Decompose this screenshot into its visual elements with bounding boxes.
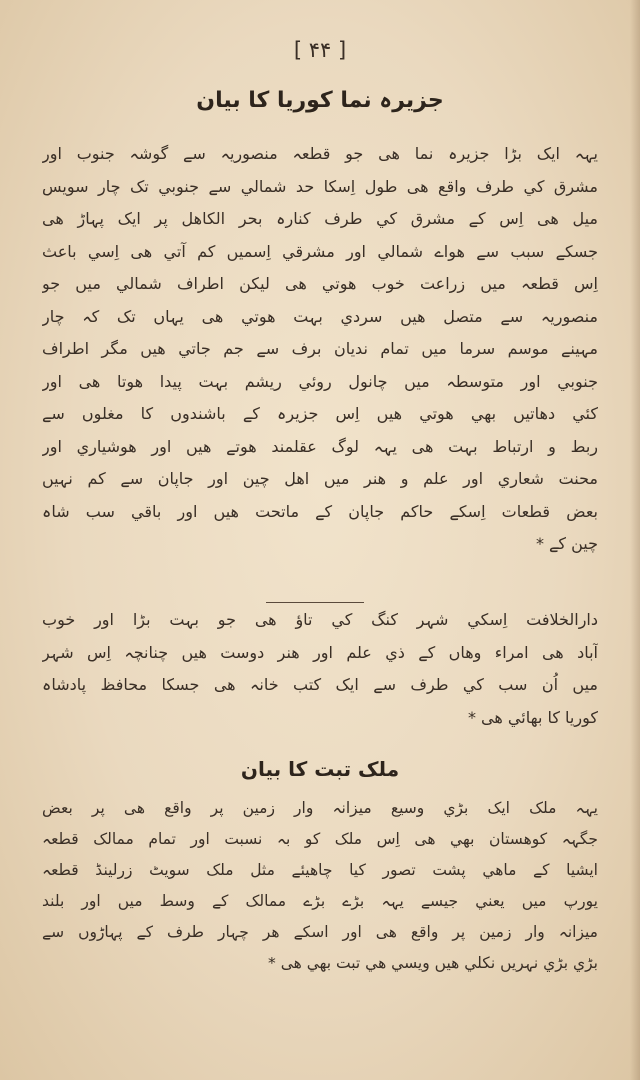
paragraph-korea-capital — [42, 604, 598, 734]
text-line: بڑي بڑي نہريں نکلي ھيں ويسي ھي تبت بھي ھى * — [268, 954, 598, 972]
text-line: دارالخلافت اِسکي شہر کنگ کي تاؤ ھى جو بہت بڑا اور خوب — [42, 610, 598, 629]
section-heading-korea: جزيرہ نما کوريا کا بيان — [196, 88, 444, 113]
text-line: ميل ھى اِس کے مشرق کي طرف کنارہ بحر الکاھل پر ايک پہاڑ ھى — [42, 209, 598, 228]
section-divider — [266, 602, 364, 603]
text-line: جنوبي اور متوسطہ ميں چانول روئي ريشم بہت پيدا ھوتا ھى اور — [42, 371, 598, 391]
text-line: کوريا کا بھائي ھى * — [467, 707, 598, 727]
section-heading-tibet: ملک تبت کا بيان — [240, 757, 400, 781]
text-line: چين کے * — [535, 534, 598, 553]
text-line: اِس قطعہ ميں زراعت خوب ھوتي ھى ليکن اطراف شمالي ميں جو — [42, 274, 598, 293]
text-line: مہينے موسم سرما ميں تمام نديان برف سے جم جاتي ھيں مگر اطراف — [42, 339, 598, 358]
text-line: يہہ ايک بڑا جزيرہ نما ھى جو قطعہ منصوريہ سے گوشہ جنوب اور — [42, 144, 598, 163]
text-line: بعض قطعات اِسکے حاکم جاپان کے ماتحت ھيں اور باقي سب شاہ — [42, 501, 598, 521]
page-number: [ ۴۴ ] — [293, 38, 347, 62]
text-line: ميزانہ وار زمين پر واقع ھى اور اسکے ھر چہار طرف کے پہاڑوں سے — [42, 923, 598, 941]
paragraph-korea-description — [42, 138, 598, 561]
text-line: محنت شعاري اور علم و ھنر ميں اھل چين اور جاپان سے کم نہيں — [42, 469, 598, 488]
text-line: آباد ھى امراء وھاں کے ذي علم اور ھنر دوست ھيں چنانچہ اِس شہر — [42, 642, 598, 662]
text-line: يہہ ملک ايک بڑي وسيع ميزانہ وار زمين پر واقع ھى پر بعض — [42, 799, 598, 817]
text-line: منصوريہ سے متصل ھيں سردي بہت ھوتي ھى يہاں تک کہ چار — [42, 306, 598, 326]
text-line: کئي دھاتيں بھي ھوتي ھيں اِس جزيرہ کے باشندوں کا مغلوں سے — [42, 404, 598, 423]
text-line: ربط و ارتباط بہت ھى يہہ لوگ عقلمند ھوتے ھيں اور ھوشياري اور — [42, 436, 598, 456]
text-line: جگہہ کوھستان بھي ھى اِس ملک کو بہ نسبت اور تمام ممالک قطعہ — [42, 830, 598, 848]
paragraph-tibet-description — [42, 793, 598, 979]
page-edge-shadow — [630, 0, 640, 1080]
text-line: ميں اُن سب کي طرف سے ايک کتب خانہ ھى جسکا محافظ پادشاہ — [42, 675, 598, 694]
text-line: مشرق کي طرف واقع ھى طول اِسکا حد شمالي سے جنوبي تک چار سويس — [42, 176, 598, 196]
text-line: جسکے سبب سے ھواے شمالي اور مشرقي اِسميں کم آتي ھى اِسي باعث — [42, 241, 598, 261]
text-line: يورپ ميں يعني جيسے يہہ بڑے بڑے ممالک کے وسط ميں اور بلند — [42, 892, 598, 910]
text-line: ايشيا کے ماھي پشت تصور کيا چاھيئے مثل ملک سويٹ زرلينڈ قطعہ — [42, 861, 598, 879]
